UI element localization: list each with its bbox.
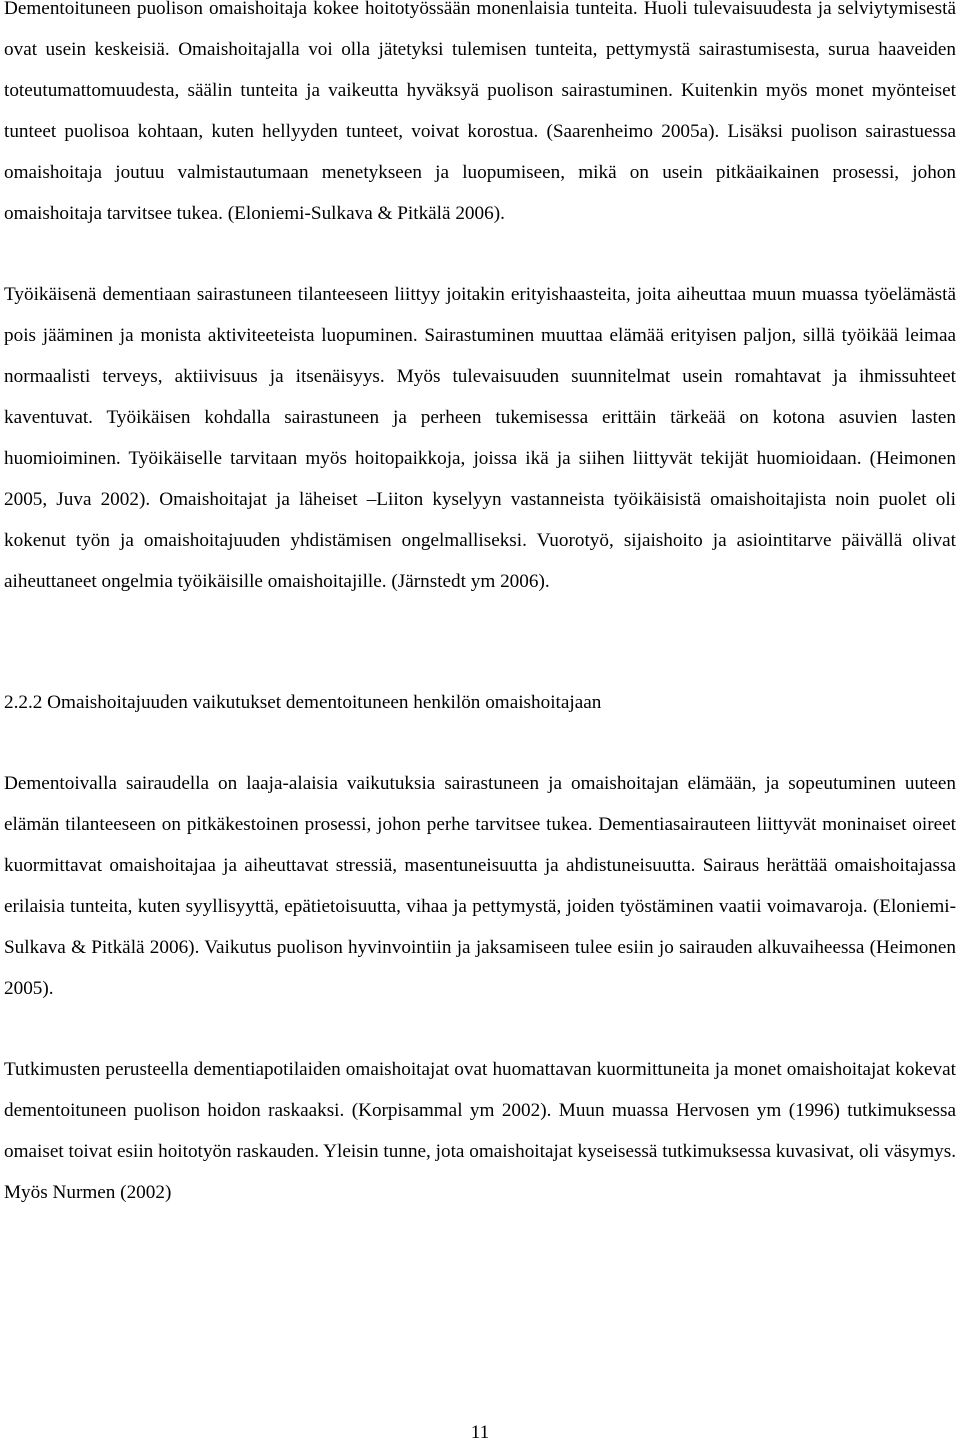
document-page [4,0,956,1213]
section-heading: 2.2.2 Omaishoitajuuden vaikutukset dementoituneen henkilön omaishoitajaan [4,692,602,713]
paragraph-working-age-dementia: Työikäisenä dementiaan sairastuneen tilanteeseen liittyy joitakin erityishaasteita, joita aiheuttaa muun muassa työelämästä pois jääminen ja monista aktiviteeteista luopuminen. Sairastuminen muuttaa elämää erityisen paljon, sillä työikää leimaa normaalisti terveys, aktiivisuus ja itsenäisyys. Myös tulevaisuuden suunnitelmat usein romahtavat ja ihmissuhteet kaventuvat. Työikäisen kohdalla sairastuneen ja perheen tukemisessa erittäin tärkeää on kotona asuvien lasten huomioiminen. Työikäiselle tarvitaan myös hoitopaikkoja, joissa ikä ja siihen liittyvät tekijät huomioidaan. (Heimonen 2005, Juva 2002). Omaishoitajat ja läheiset –Liiton kyselyyn vastanneista työikäisistä omaishoitajista noin puolet oli kokenut työn ja omaishoitajuuden yhdistämisen ongelmalliseksi. Vuorotyö, sijaishoito ja asiointitarve päivällä olivat aiheuttaneet ongelmia työikäisille omaishoitajille. (Järnstedt ym 2006). [4,284,956,592]
paragraph-research-findings: Tutkimusten perusteella dementiapotilaiden omaishoitajat ovat huomattavan kuormittuneita ja monet omaishoitajat kokevat dementoituneen puolison hoidon raskaaksi. (Korpisammal ym 2002). Muun muassa Hervosen ym (1996) tutkimuksessa omaiset toivat esiin hoitotyön raskauden. Yleisin tunne, jota omaishoitajat kyseisessä tutkimuksessa kuvasivat, oli väsymys. Myös Nurmen (2002) [4,1059,956,1203]
paragraph-dementia-effects: Dementoivalla sairaudella on laaja-alaisia vaikutuksia sairastuneen ja omaishoitajan elämään, ja sopeutuminen uuteen elämän tilanteeseen on pitkäkestoinen prosessi, johon perhe tarvitsee tukea. Dementiasairauteen liittyvät moninaiset oireet kuormittavat omaishoitajaa ja aiheuttavat stressiä, masentuneisuutta ja ahdistuneisuutta. Sairaus herättää omaishoitajassa erilaisia tunteita, kuten syyllisyyttä, epätietoisuutta, vihaa ja pettymystä, joiden työstäminen vaatii voimavaroja. (Eloniemi-Sulkava & Pitkälä 2006). Vaikutus puolison hyvinvointiin ja jaksamiseen tulee esiin jo sairauden alkuvaiheessa (Heimonen 2005). [4,773,956,999]
page-number: 11 [470,1422,490,1443]
paragraph-spouse-caregiver-emotions: Dementoituneen puolison omaishoitaja kokee hoitotyössään monenlaisia tunteita. Huoli tulevaisuudesta ja selviytymisestä ovat usein keskeisiä. Omaishoitajalla voi olla jätetyksi tulemisen tunteita, pettymystä sairastumisesta, surua haaveiden toteutumattomuudesta, säälin tunteita ja vaikeutta hyväksyä puolison sairastuminen. Kuitenkin myös monet myönteiset tunteet puolisoa kohtaan, kuten hellyyden tunteet, voivat korostua. (Saarenheimo 2005a). Lisäksi puolison sairastuessa omaishoitaja joutuu valmistautumaan menetykseen ja luopumiseen, mikä on usein pitkäaikainen prosessi, johon omaishoitaja tarvitsee tukea. (Eloniemi-Sulkava & Pitkälä 2006). [4,0,956,224]
